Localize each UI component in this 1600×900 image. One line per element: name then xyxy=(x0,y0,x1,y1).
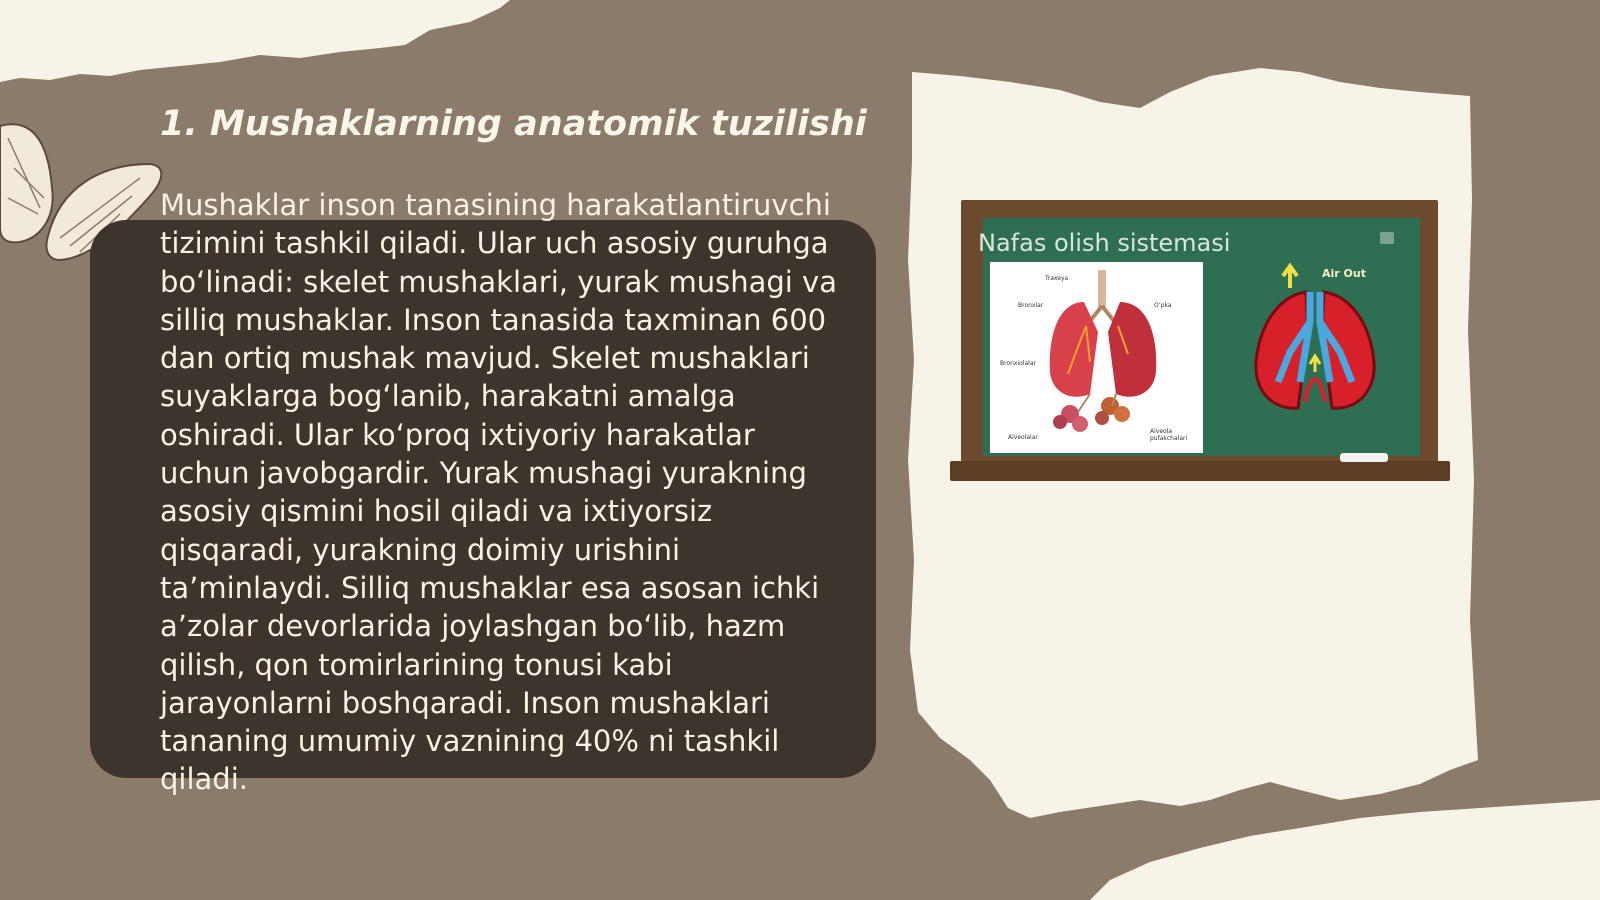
label-lungs: O‘pka xyxy=(1154,302,1172,309)
blackboard-title: Nafas olish sistemasi xyxy=(978,229,1231,257)
lungs-illustration xyxy=(990,262,1203,453)
air-flow-lungs-icon xyxy=(1250,262,1380,422)
top-left-paper xyxy=(0,0,510,82)
slide-title: 1. Mushaklarning anatomik tuzilishi xyxy=(160,104,867,144)
label-bronchi: Bronxlar xyxy=(1018,302,1044,309)
blackboard-ledge xyxy=(950,461,1450,481)
label-bronchioles: Bronxiolalar xyxy=(1000,360,1036,367)
slide-body-text: Mushaklar inson tanasining harakatlantiruvchi tizimini tashkil qiladi. Ular uch asosiy guruhga bo‘linadi: skelet mushaklari, yurak mushagi va silliq mushaklar. Inson tanasida taxminan 600 dan ortiq mushak mavjud. Skelet mushaklari suyaklarga bog‘lanib, harakatni amalga oshiradi. Ular ko‘proq ixtiyoriy harakatlar uchun javobgardir. Yurak mushagi yurakning asosiy qismini hosil qiladi va ixtiyorsiz qisqaradi, yurakning doimiy urishini ta’minlaydi. Silliq mushaklar esa asosan ichki a’zolar devorlarida joylashgan bo‘lib, hazm qilish, qon tomirlarining tonusi kabi jarayonlarni boshqaradi. Inson mushaklari tananing umumiy vaznining 40% ni tashkil qiladi. xyxy=(160,188,837,797)
respiratory-diagram xyxy=(990,262,1203,453)
chalk-icon xyxy=(1340,453,1388,462)
label-alveolar-sacs: Alveola pufakchalari xyxy=(1150,428,1188,442)
air-out-label: Air Out xyxy=(1322,267,1366,280)
label-trachea: Traxeya xyxy=(1045,275,1069,282)
label-alveoli: Alveolalar xyxy=(1008,434,1038,441)
eraser-icon xyxy=(1380,232,1394,244)
bottom-right-paper xyxy=(1090,800,1600,900)
